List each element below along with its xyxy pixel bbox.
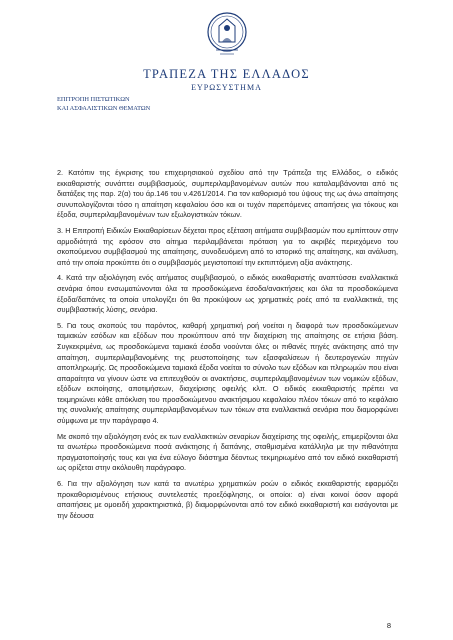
paragraph-4: 4. Κατά την αξιολόγηση ενός αιτήματος συμβιβασμού, ο ειδικός εκκαθαριστής αναπτύσσει εναλλακτικά σενάρια όπου ενσωματώνονται όλα τα προσδοκώμενα έσοδα/ανακτήσεις και όλα τα προσδοκώμενα έξοδα/δαπάνες τα οποία υπολογίζει ότι θα προκύψουν ως χρηματικές ροές από τα εναλλακτικά, της συμβιβαστικής λύσης, σενάρια. <box>57 273 398 315</box>
paragraph-3: 3. Η Επιτροπή Ειδικών Εκκαθαρίσεων δέχεται προς εξέταση αιτήματα συμβιβασμών που εμπίπτουν στην αρμοδιότητά της εφόσον στο αίτημα περιλαμβάνεται πρόταση για το ακριβές περιεχόμενο του σκοπούμενου συμβιβασμού της απαίτησης, συνοδευόμενη από το ιστορικό της απαίτησης, και ανάλυση, από την οποία προκύπτει ότι ο συμβιβασμός μεγιστοποιεί την εκπιπτόμενη αξία ανάκτησης. <box>57 225 398 267</box>
committee-title <box>57 95 150 113</box>
page-number: 8 <box>386 621 391 630</box>
paragraph-5: 5. Για τους σκοπούς του παρόντος, καθαρή χρηματική ροή νοείται η διαφορά των προσδοκώμενων ταμιακών εσόδων και εξόδων που προκύπτουν από την διαχείριση της απαίτησης σε ετήσια βάση. Συγκεκριμένα, ως προσδοκώμενα ταμιακά έσοδα νοούνται όλες οι πιθανές πηγές ανάκτησης από την απαίτηση, συμπεριλαμβανομένης της ρευστοποίησης των εξασφαλίσεων ή δευτερογενών πηγών αποπληρωμής. Ως προσδοκώμενα ταμιακά έξοδα νοείται το σύνολο των εξόδων και πληρωμών που είναι απαραίτητα να γίνουν ώστε να επιτευχθούν οι ανακτήσεις, συμπεριλαμβανομένων των νομικών εξόδων, εξόδων εκποίησης, αποτιμήσεων, διαχείρισης οφειλής κλπ. Ο ειδικός εκκαθαριστής πρέπει να τεκμηριώνει κάθε απόκλιση του προσδοκώμενου ανακτήσιμου κεφαλαίου πλέον τόκων από το κεφάλαιο της συνολικής απαίτησης συμπεριλαμβανομένων των τόκων στα εναλλακτικά σενάρια που διαμορφώνει σύμφωνα με την παράγραφο 4. <box>57 320 398 426</box>
paragraph-6: 6. Για την αξιολόγηση των κατά τα ανωτέρω χρηματικών ροών ο ειδικός εκκαθαριστής εφαρμόζει προκαθορισμένους ετήσιους συντελεστές προεξόφλησης, οι οποίοι: α) είναι κοινοί όσον αφορά απαιτήσεις με ομοειδή χαρακτηριστικά, β) διαμορφώνονται από τον ειδικό εκκαθαριστή και εισάγονται με την δέουσα <box>57 479 398 520</box>
paragraph-2: 2. Κατόπιν της έγκρισης του επιχειρησιακού σχεδίου από την Τράπεζα της Ελλάδος, ο ειδικός εκκαθαριστής συνάπτει συμβιβασμούς, συμπεριλαμβανομένων αυτών που καταλαμβάνονται από τις διατάξεις της παρ. 2(α) του άρ.146 του ν.4261/2014. Για τον καθορισμό του ύψους της ως άνω απαίτησης συνυπολογίζονται τόσο η απαίτηση κεφαλαίου όσο και οι τυχόν παρεπόμενες απαιτήσεις για τόκους και έξοδα, συμπεριλαμβανομένων των εξωλογιστικών τόκων. <box>57 168 398 220</box>
document-body <box>57 168 398 526</box>
paragraph-5-continued: Με σκοπό την αξιολόγηση ενός εκ των εναλλακτικών σεναρίων διαχείρισης της οφειλής, επιμερίζονται όλα τα ανωτέρω προσδοκώμενα ποσά ανάκτησης ή δαπάνης, σταθμισμένα κατάλληλα με την πιθανότητα πραγματοποίησής τους και για ένα εύλογο διάστημα δέοντως τεκμηριωμένο από τον ειδικό εκκαθαριστή ως ορίζεται στην ακόλουθη παράγραφο. <box>57 431 398 473</box>
eurosystem-subtitle: ΕΥΡΩΣΥΣΤΗΜΑ <box>191 83 262 92</box>
committee-title-line1: ΕΠΙΤΡΟΠΗ ΠΙΣΤΩΤΙΚΩΝ <box>57 96 130 103</box>
bank-emblem-icon <box>206 6 248 62</box>
bank-name: ΤΡΑΠΕΖΑ ΤΗΣ ΕΛΛΑΔΟΣ <box>143 67 310 81</box>
committee-title-line2: ΚΑΙ ΑΣΦΑΛΙΣΤΙΚΩΝ ΘΕΜΑΤΩΝ <box>57 105 151 112</box>
